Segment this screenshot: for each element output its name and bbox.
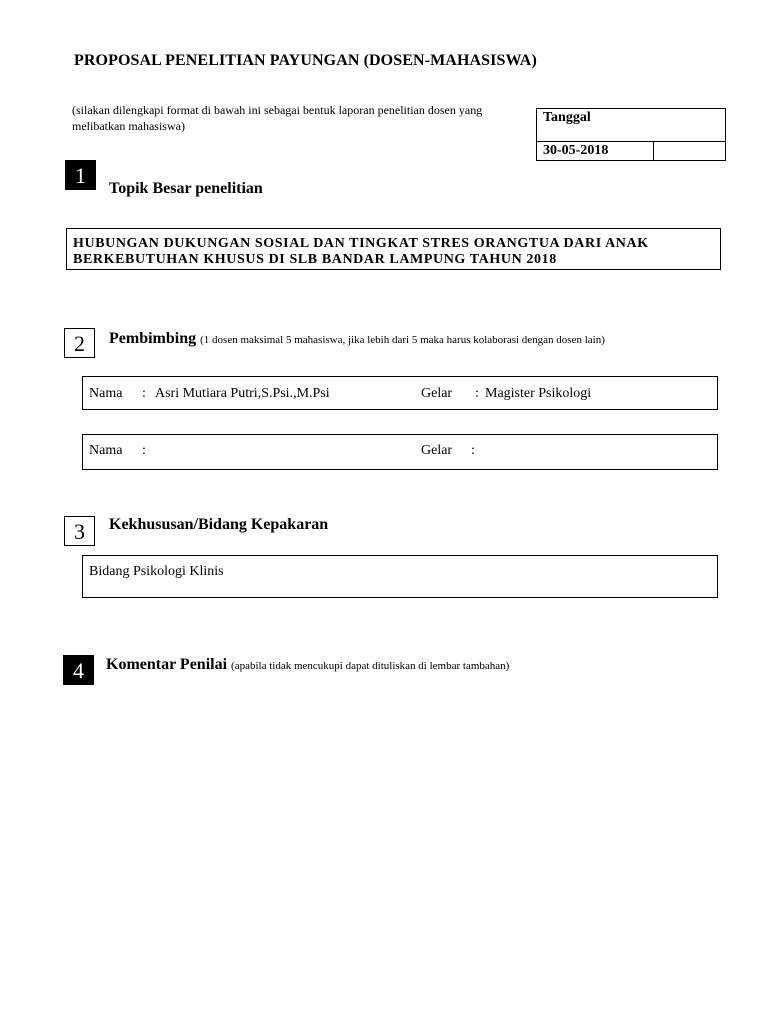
- document-title: PROPOSAL PENELITIAN PAYUNGAN (DOSEN-MAHASISWA): [74, 52, 537, 69]
- section-number-3: 3: [64, 516, 95, 546]
- name-label: Nama: [89, 386, 123, 401]
- date-row: [537, 141, 725, 161]
- date-label: Tanggal: [543, 110, 591, 125]
- reviewer-note: (apabila tidak mencukupi dapat dituliskan di lembar tambahan): [231, 660, 510, 672]
- section-heading-reviewer: [106, 656, 509, 674]
- supervisor-row-2[interactable]: [82, 434, 718, 470]
- name-separator: :: [142, 386, 146, 401]
- name-separator: :: [142, 443, 146, 458]
- degree-separator: :: [475, 386, 479, 401]
- topic-line-2: BERKEBUTUHAN KHUSUS DI SLB BANDAR LAMPUNG TAHUN 2018: [73, 252, 557, 267]
- section-heading-expertise: Kekhususan/Bidang Kepakaran: [109, 516, 329, 533]
- instructions-text: (silakan dilengkapi format di bawah ini sebagai bentuk laporan penelitian dosen yang melibatkan mahasiswa): [72, 103, 483, 133]
- degree-label: Gelar: [421, 386, 453, 401]
- degree-value[interactable]: Magister Psikologi: [485, 386, 592, 401]
- date-value: 30-05-2018: [543, 143, 609, 158]
- degree-label: Gelar: [421, 443, 453, 458]
- supervisor-note: (1 dosen maksimal 5 mahasiswa, jika lebih dari 5 maka harus kolaborasi dengan dosen lain): [200, 334, 605, 346]
- degree-separator: :: [471, 443, 475, 458]
- section-number-4: 4: [63, 655, 94, 685]
- expertise-box[interactable]: [82, 555, 718, 598]
- date-box: [536, 108, 726, 161]
- date-divider: [653, 142, 654, 161]
- section-heading-supervisor-text: Pembimbing: [109, 330, 197, 347]
- expertise-value[interactable]: Bidang Psikologi Klinis: [89, 564, 224, 579]
- topic-line-1: HUBUNGAN DUKUNGAN SOSIAL DAN TINGKAT STRES ORANGTUA DARI ANAK: [73, 236, 649, 251]
- section-number-1: 1: [65, 160, 96, 190]
- section-heading-topic: Topik Besar penelitian: [109, 180, 263, 197]
- name-value[interactable]: Asri Mutiara Putri,S.Psi.,M.Psi: [155, 386, 330, 401]
- section-heading-reviewer-text: Komentar Penilai: [106, 656, 228, 673]
- name-label: Nama: [89, 443, 123, 458]
- topic-box: [66, 228, 721, 270]
- section-number-2: 2: [64, 328, 95, 358]
- supervisor-row-1[interactable]: [82, 376, 718, 410]
- section-heading-supervisor: [109, 330, 605, 348]
